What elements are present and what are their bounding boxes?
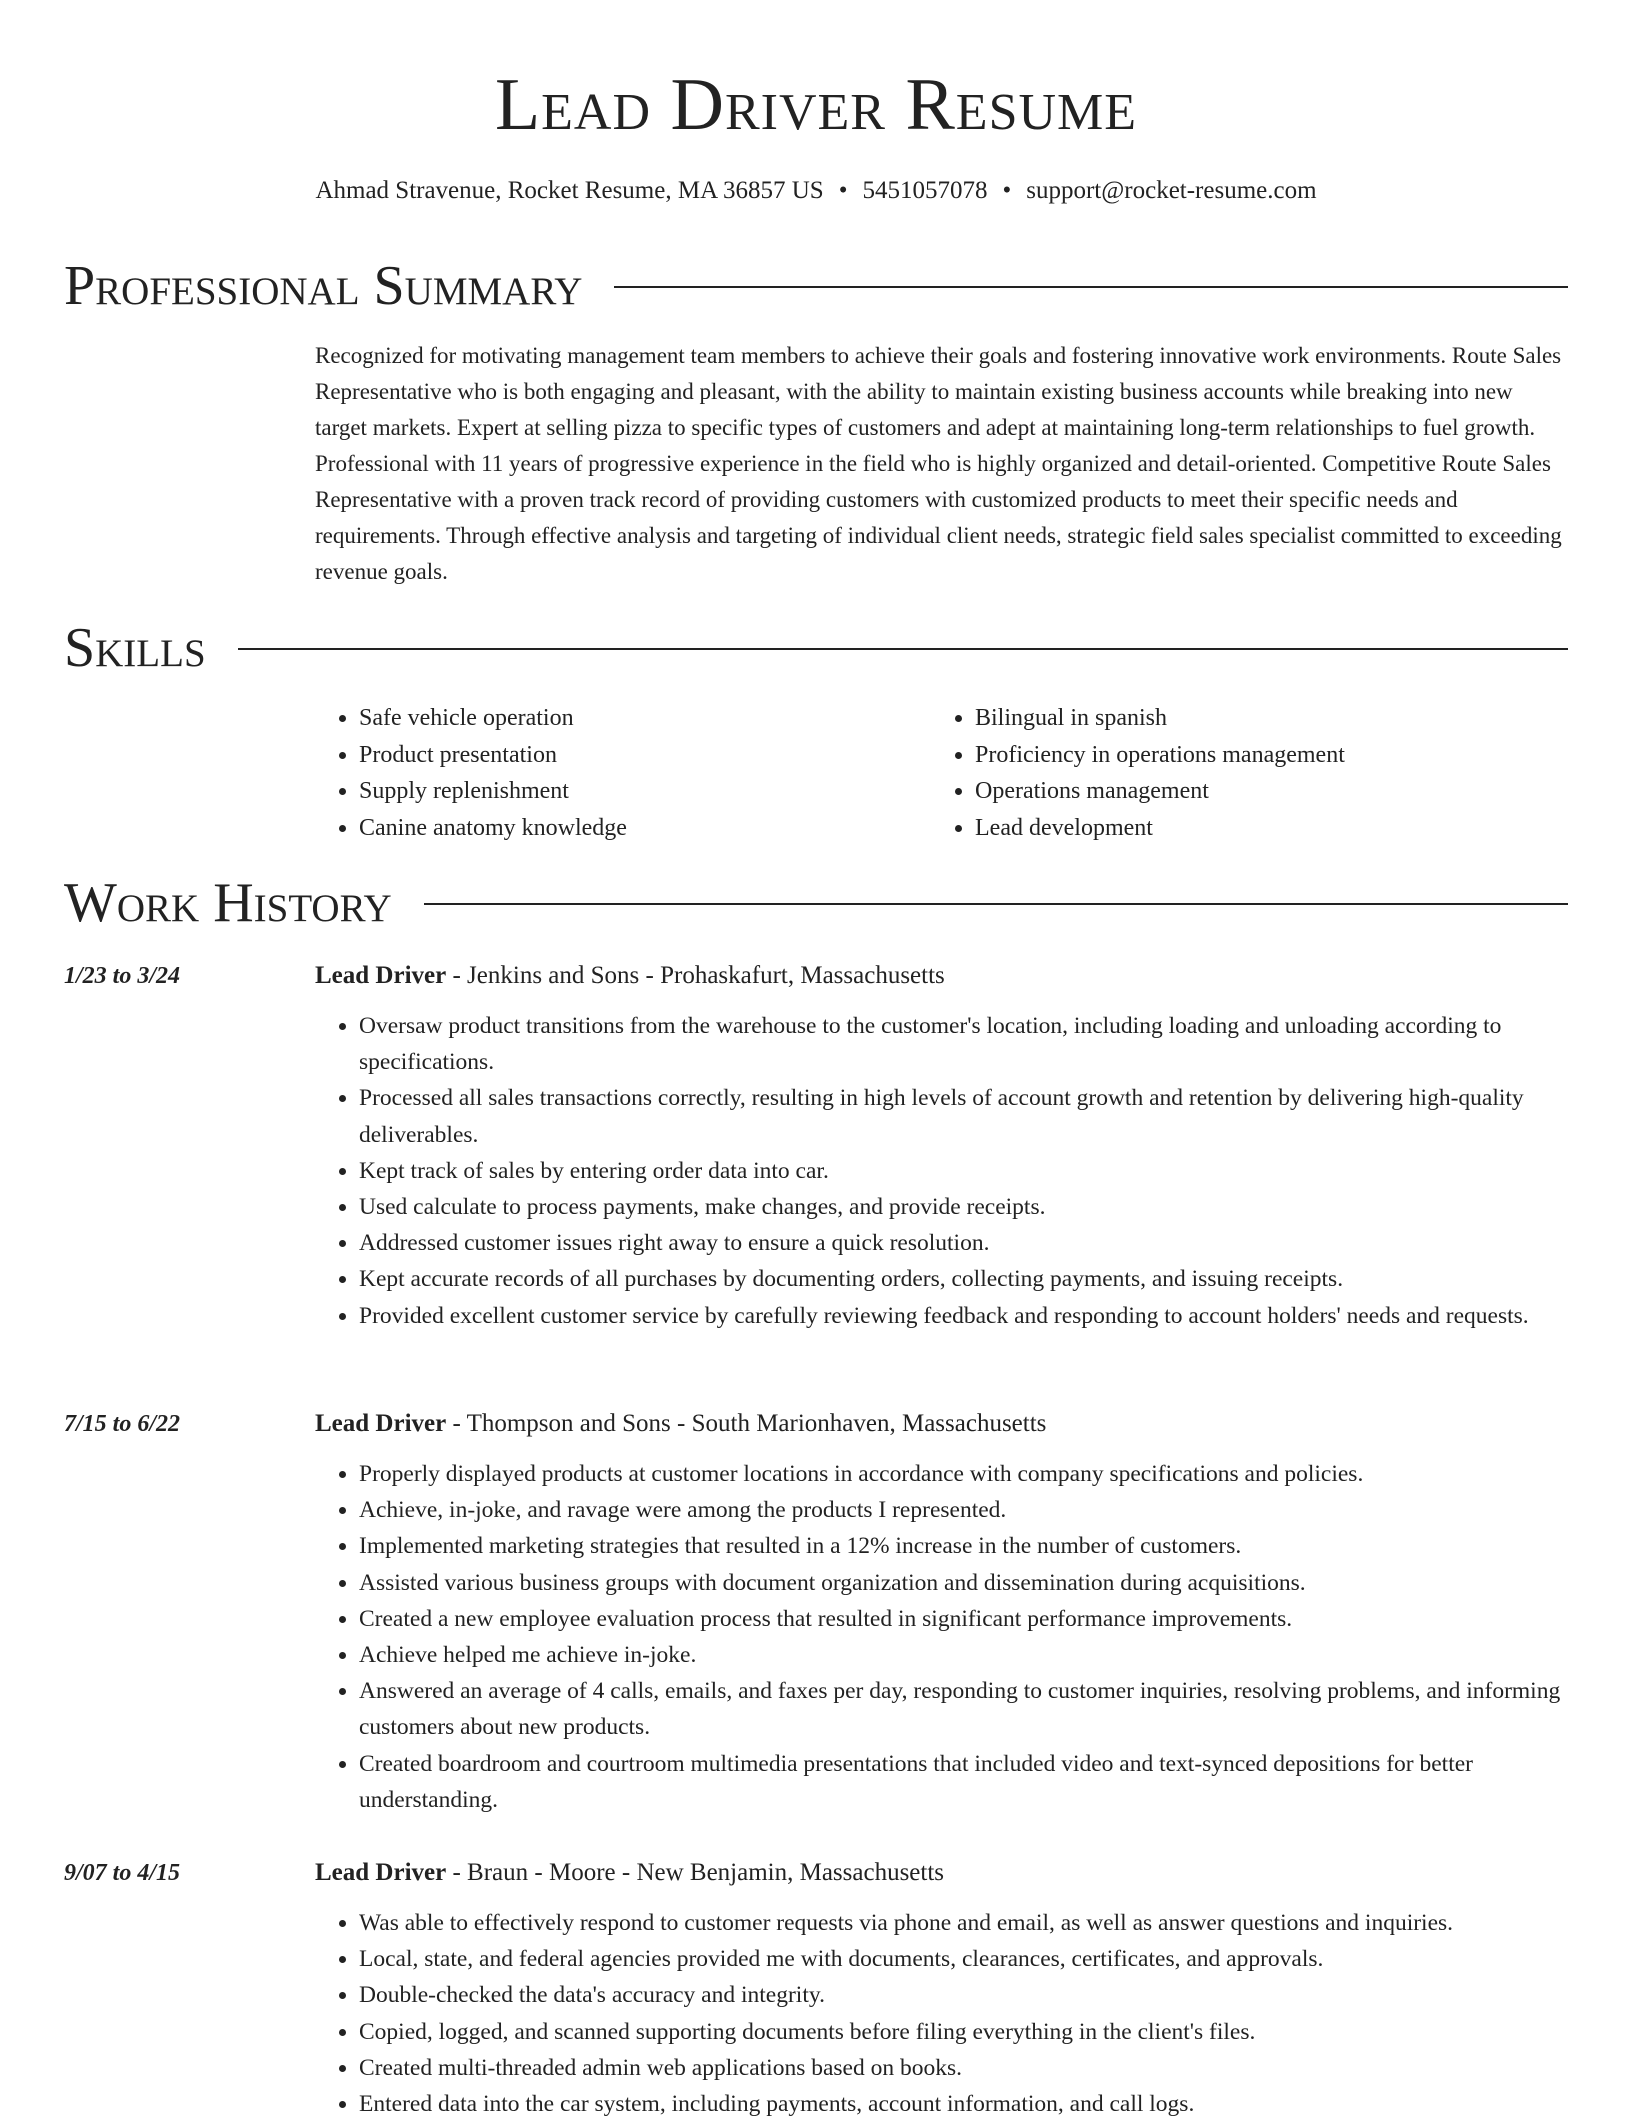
contact-phone: 5451057078 [862, 177, 988, 204]
summary-text: Recognized for motivating management team members to achieve their goals and fostering innovative work environments. Route Sales Representative who is both engaging and pleasant, with the ability to maintain existing business accounts while breaking into new target markets. Expert at selling pizza to specific types of customers and adept at maintaining long-term relationships to fuel growth. Professional with 11 years of progressive experience in the field who is highly organized and detail-oriented. Competitive Route Sales Representative with a proven track record of providing customers with customized products to meet their specific needs and requirements. Through effective analysis and targeting of individual client needs, strategic field sales specialist committed to exceeding revenue goals. [315, 343, 1562, 584]
work-section-header [64, 871, 1568, 935]
job-role: Lead Driver [315, 1859, 447, 1886]
job-heading [315, 1406, 1046, 1442]
contact-email[interactable]: support@rocket-resume.com [1026, 177, 1317, 204]
job-bullet: • Double-checked the data's accuracy and integrity. [359, 1977, 1570, 2013]
job-role: Lead Driver [315, 962, 447, 989]
job-company-location: - Braun - Moore - New Benjamin, Massachusetts [446, 1859, 945, 1886]
job-bullet: • Copied, logged, and scanned supporting documents before filing everything in the client's files. [359, 2014, 1570, 2050]
job-bullet: • Created a new employee evaluation process that resulted in significant performance improvements. [359, 1601, 1570, 1637]
job-company-location: - Jenkins and Sons - Prohaskafurt, Massachusetts [446, 962, 945, 989]
job-bullet: • Local, state, and federal agencies provided me with documents, clearances, certificates, and approvals. [359, 1941, 1570, 1977]
job-bullets [315, 1456, 1570, 1818]
job-heading [315, 958, 945, 994]
skill-item: • Product presentation [359, 737, 931, 774]
skills-list [315, 700, 1570, 846]
job-company-location: - Thompson and Sons - South Marionhaven, Massachusetts [446, 1410, 1047, 1437]
job-dates: 1/23 to 3/24 [64, 963, 181, 989]
contact-separator: • [838, 177, 848, 204]
resume-title: Lead Driver Resume [494, 64, 1138, 146]
skill-item: • Supply replenishment [359, 773, 931, 810]
job-bullet: • Assisted various business groups with document organization and dissemination during acquisitions. [359, 1565, 1570, 1601]
job-bullets [315, 1905, 1570, 2122]
skill-item: • Proficiency in operations management [975, 737, 1547, 774]
summary-section-title: Professional Summary [64, 255, 583, 317]
contact-line [0, 174, 1632, 208]
job-bullet: • Achieve helped me achieve in-joke. [359, 1637, 1570, 1673]
job-bullet: • Implemented marketing strategies that resulted in a 12% increase in the number of customers. [359, 1528, 1570, 1564]
contact-address: Ahmad Stravenue, Rocket Resume, MA 36857 US [315, 177, 824, 204]
job-bullet: • Kept track of sales by entering order data into car. [359, 1153, 1570, 1189]
skill-item: • Lead development [975, 810, 1547, 847]
skill-item: • Operations management [975, 773, 1547, 810]
section-divider [614, 286, 1568, 288]
section-divider [424, 903, 1568, 905]
job-bullet: • Created boardroom and courtroom multimedia presentations that included video and text-synced depositions for better understanding. [359, 1746, 1570, 1818]
job-bullet: • Answered an average of 4 calls, emails, and faxes per day, responding to customer inquiries, resolving problems, and informing customers about new products. [359, 1673, 1570, 1745]
skills-column-left [315, 700, 931, 846]
job-bullet: • Properly displayed products at customer locations in accordance with company specifications and policies. [359, 1456, 1570, 1492]
skill-item: • Bilingual in spanish [975, 700, 1547, 737]
job-dates: 7/15 to 6/22 [64, 1411, 181, 1437]
job-bullet: • Processed all sales transactions correctly, resulting in high levels of account growth and retention by delivering high-quality deliverables. [359, 1080, 1570, 1152]
job-heading [315, 1855, 944, 1891]
skill-item: • Safe vehicle operation [359, 700, 931, 737]
job-bullet: • Provided excellent customer service by carefully reviewing feedback and responding to account holders' needs and requests. [359, 1298, 1570, 1334]
skills-column-right [931, 700, 1547, 846]
job-bullets [315, 1008, 1570, 1334]
job-bullet: • Was able to effectively respond to customer requests via phone and email, as well as answer questions and inquiries. [359, 1905, 1570, 1941]
job-bullet: • Created multi-threaded admin web applications based on books. [359, 2050, 1570, 2086]
job-bullet: • Used calculate to process payments, make changes, and provide receipts. [359, 1189, 1570, 1225]
skills-section-title: Skills [64, 617, 206, 679]
work-section-title: Work History [64, 872, 392, 934]
skills-section-header [64, 616, 1568, 680]
contact-separator: • [1002, 177, 1012, 204]
job-bullet: • Kept accurate records of all purchases by documenting orders, collecting payments, and issuing receipts. [359, 1261, 1570, 1297]
job-bullet: • Entered data into the car system, including payments, account information, and call logs. [359, 2086, 1570, 2122]
summary-section-header [64, 254, 1568, 318]
job-role: Lead Driver [315, 1410, 447, 1437]
section-divider [238, 648, 1568, 650]
job-dates: 9/07 to 4/15 [64, 1860, 181, 1886]
job-bullet: • Addressed customer issues right away to ensure a quick resolution. [359, 1225, 1570, 1261]
skill-item: • Canine anatomy knowledge [359, 810, 931, 847]
job-bullet: • Achieve, in-joke, and ravage were among the products I represented. [359, 1492, 1570, 1528]
job-bullet: • Oversaw product transitions from the warehouse to the customer's location, including loading and unloading according to specifications. [359, 1008, 1570, 1080]
